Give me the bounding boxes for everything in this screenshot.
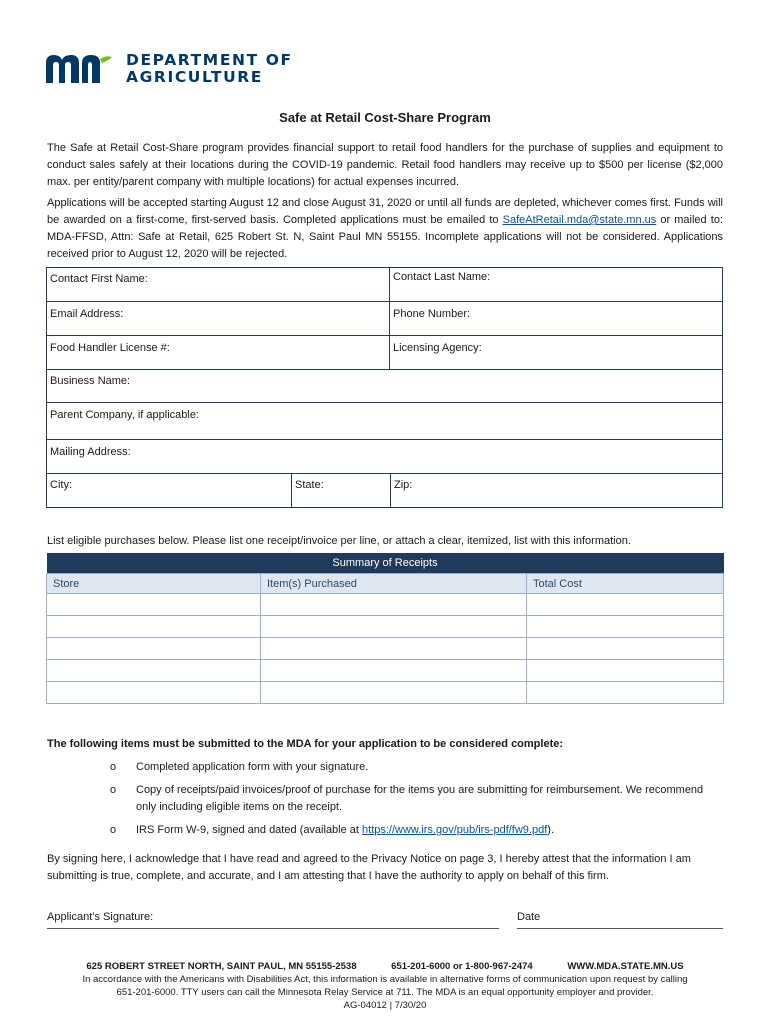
licensing-agency-field[interactable]: Licensing Agency: — [389, 336, 722, 369]
table-row — [47, 638, 724, 660]
business-name-field[interactable]: Business Name: — [50, 375, 131, 387]
phone-number-field[interactable]: Phone Number: — [389, 302, 722, 335]
requirement-item-1 — [110, 759, 710, 776]
intro-paragraph-2 — [47, 195, 723, 263]
applicant-info-form — [46, 267, 723, 508]
items-cell[interactable] — [261, 660, 527, 682]
page-title: Safe at Retail Cost-Share Program — [279, 110, 491, 125]
state-field[interactable]: State: — [291, 474, 390, 507]
receipts-table-title: Summary of Receipts — [47, 553, 724, 574]
mda-logo — [44, 52, 293, 86]
store-cell[interactable] — [47, 660, 261, 682]
requirements-title: The following items must be submitted to the MDA for your application to be considered complete: — [47, 738, 564, 750]
city-field[interactable]: City: — [50, 479, 72, 491]
items-cell[interactable] — [261, 616, 527, 638]
email-address-field[interactable]: Email Address: — [50, 308, 124, 320]
cost-cell[interactable] — [527, 638, 724, 660]
date-line[interactable] — [517, 928, 723, 929]
requirement-text-3b: ). — [547, 824, 555, 836]
receipts-instructions: List eligible purchases below. Please list one receipt/invoice per line, or attach a clear, itemized, list with this information. — [47, 535, 631, 547]
store-cell[interactable] — [47, 638, 261, 660]
items-cell[interactable] — [261, 638, 527, 660]
requirement-item-2 — [110, 782, 710, 816]
cost-cell[interactable] — [527, 616, 724, 638]
applicant-signature-label: Applicant’s Signature: — [47, 911, 154, 923]
requirement-item-3 — [110, 822, 710, 839]
footer-contact — [0, 960, 770, 973]
cost-cell[interactable] — [527, 594, 724, 616]
zip-field[interactable]: Zip: — [390, 474, 722, 507]
logo-line-1: DEPARTMENT OF — [126, 51, 293, 69]
table-row — [47, 682, 724, 704]
footer-form-id: AG-04012 | 7/30/20 — [343, 1000, 427, 1011]
minnesota-mn-logo-icon — [44, 53, 114, 85]
requirement-text-3a: IRS Form W-9, signed and dated (available at — [136, 824, 359, 836]
column-header-store: Store — [47, 574, 261, 594]
email-link[interactable]: SafeAtRetail.mda@state.mn.us — [502, 214, 657, 226]
footer-phone: 651-201-6000 or 1-800-967-2474 — [391, 961, 533, 972]
requirement-text-1: Completed application form with your signature. — [136, 761, 369, 773]
bullet-icon: o — [110, 784, 117, 796]
bullet-icon: o — [110, 761, 117, 773]
bullet-icon: o — [110, 824, 117, 836]
store-cell[interactable] — [47, 616, 261, 638]
column-header-items: Item(s) Purchased — [261, 574, 527, 594]
requirement-text-2: Copy of receipts/paid invoices/proof of purchase for the items you are submitting for reimbursement. We recommend only including eligible items on the receipt. — [136, 784, 704, 813]
store-cell[interactable] — [47, 682, 261, 704]
requirement-text-3 — [136, 822, 554, 839]
irs-w9-link[interactable]: https://www.irs.gov/pub/irs-pdf/fw9.pdf — [362, 824, 548, 836]
footer-ada-line-2: 651-201-6000. TTY users can call the Minnesota Relay Service at 711. The MDA is an equal opportunity employer and provider. — [116, 987, 654, 998]
contact-first-name-field[interactable]: Contact First Name: — [50, 273, 148, 285]
column-header-total-cost: Total Cost — [527, 574, 724, 594]
footer-website[interactable]: WWW.MDA.STATE.MN.US — [567, 961, 684, 972]
table-row — [47, 594, 724, 616]
applicant-signature-line[interactable] — [47, 928, 499, 929]
footer-address: 625 ROBERT STREET NORTH, SAINT PAUL, MN 55155-2538 — [86, 961, 357, 972]
intro-paragraph-1: The Safe at Retail Cost-Share program provides financial support to retail food handlers for the purchase of supplies and equipment to conduct sales safely at their locations during the COVID-19 pandemic. Retail food handlers may receive up to $500 per license ($2,000 max. per entity/parent company with multiple locations) for actual expenses incurred. — [47, 142, 723, 188]
food-handler-license-field[interactable]: Food Handler License #: — [50, 342, 170, 354]
attestation-statement: By signing here, I acknowledge that I have read and agreed to the Privacy Notice on page 3, I hereby attest that the information I am submitting is true, complete, and accurate, and I am attesting that I have the authority to apply on behalf of this firm. — [47, 853, 691, 882]
cost-cell[interactable] — [527, 660, 724, 682]
footer-ada-line-1: In accordance with the Americans with Disabilities Act, this information is available in alternative forms of communication upon request by calling — [82, 974, 688, 985]
items-cell[interactable] — [261, 594, 527, 616]
logo-line-2: AGRICULTURE — [126, 68, 263, 86]
parent-company-field[interactable]: Parent Company, if applicable: — [50, 409, 199, 421]
date-label: Date — [517, 911, 541, 923]
store-cell[interactable] — [47, 594, 261, 616]
intro-p2-text-a: Applications will be accepted starting August 12 and close August 31, 2020 or until all funds are depleted, whichever comes first. Funds will be awarded on a first-come, first-served basis. Completed applications must be emailed to — [47, 197, 723, 226]
table-row — [47, 616, 724, 638]
table-row — [47, 660, 724, 682]
mailing-address-field[interactable]: Mailing Address: — [50, 446, 131, 458]
intro-section — [47, 140, 723, 267]
page-footer — [0, 960, 770, 1012]
items-cell[interactable] — [261, 682, 527, 704]
contact-last-name-field[interactable]: Contact Last Name: — [389, 268, 722, 301]
receipts-summary-table — [46, 553, 724, 704]
cost-cell[interactable] — [527, 682, 724, 704]
intro-p2-text-b: or mailed to: MDA-FFSD, Attn: Safe at Retail, 625 Robert St. N, Saint Paul MN 55155. Incomplete applications will not be considered. Applications received prior to August 12, 2020 will be rejected. — [47, 214, 723, 260]
